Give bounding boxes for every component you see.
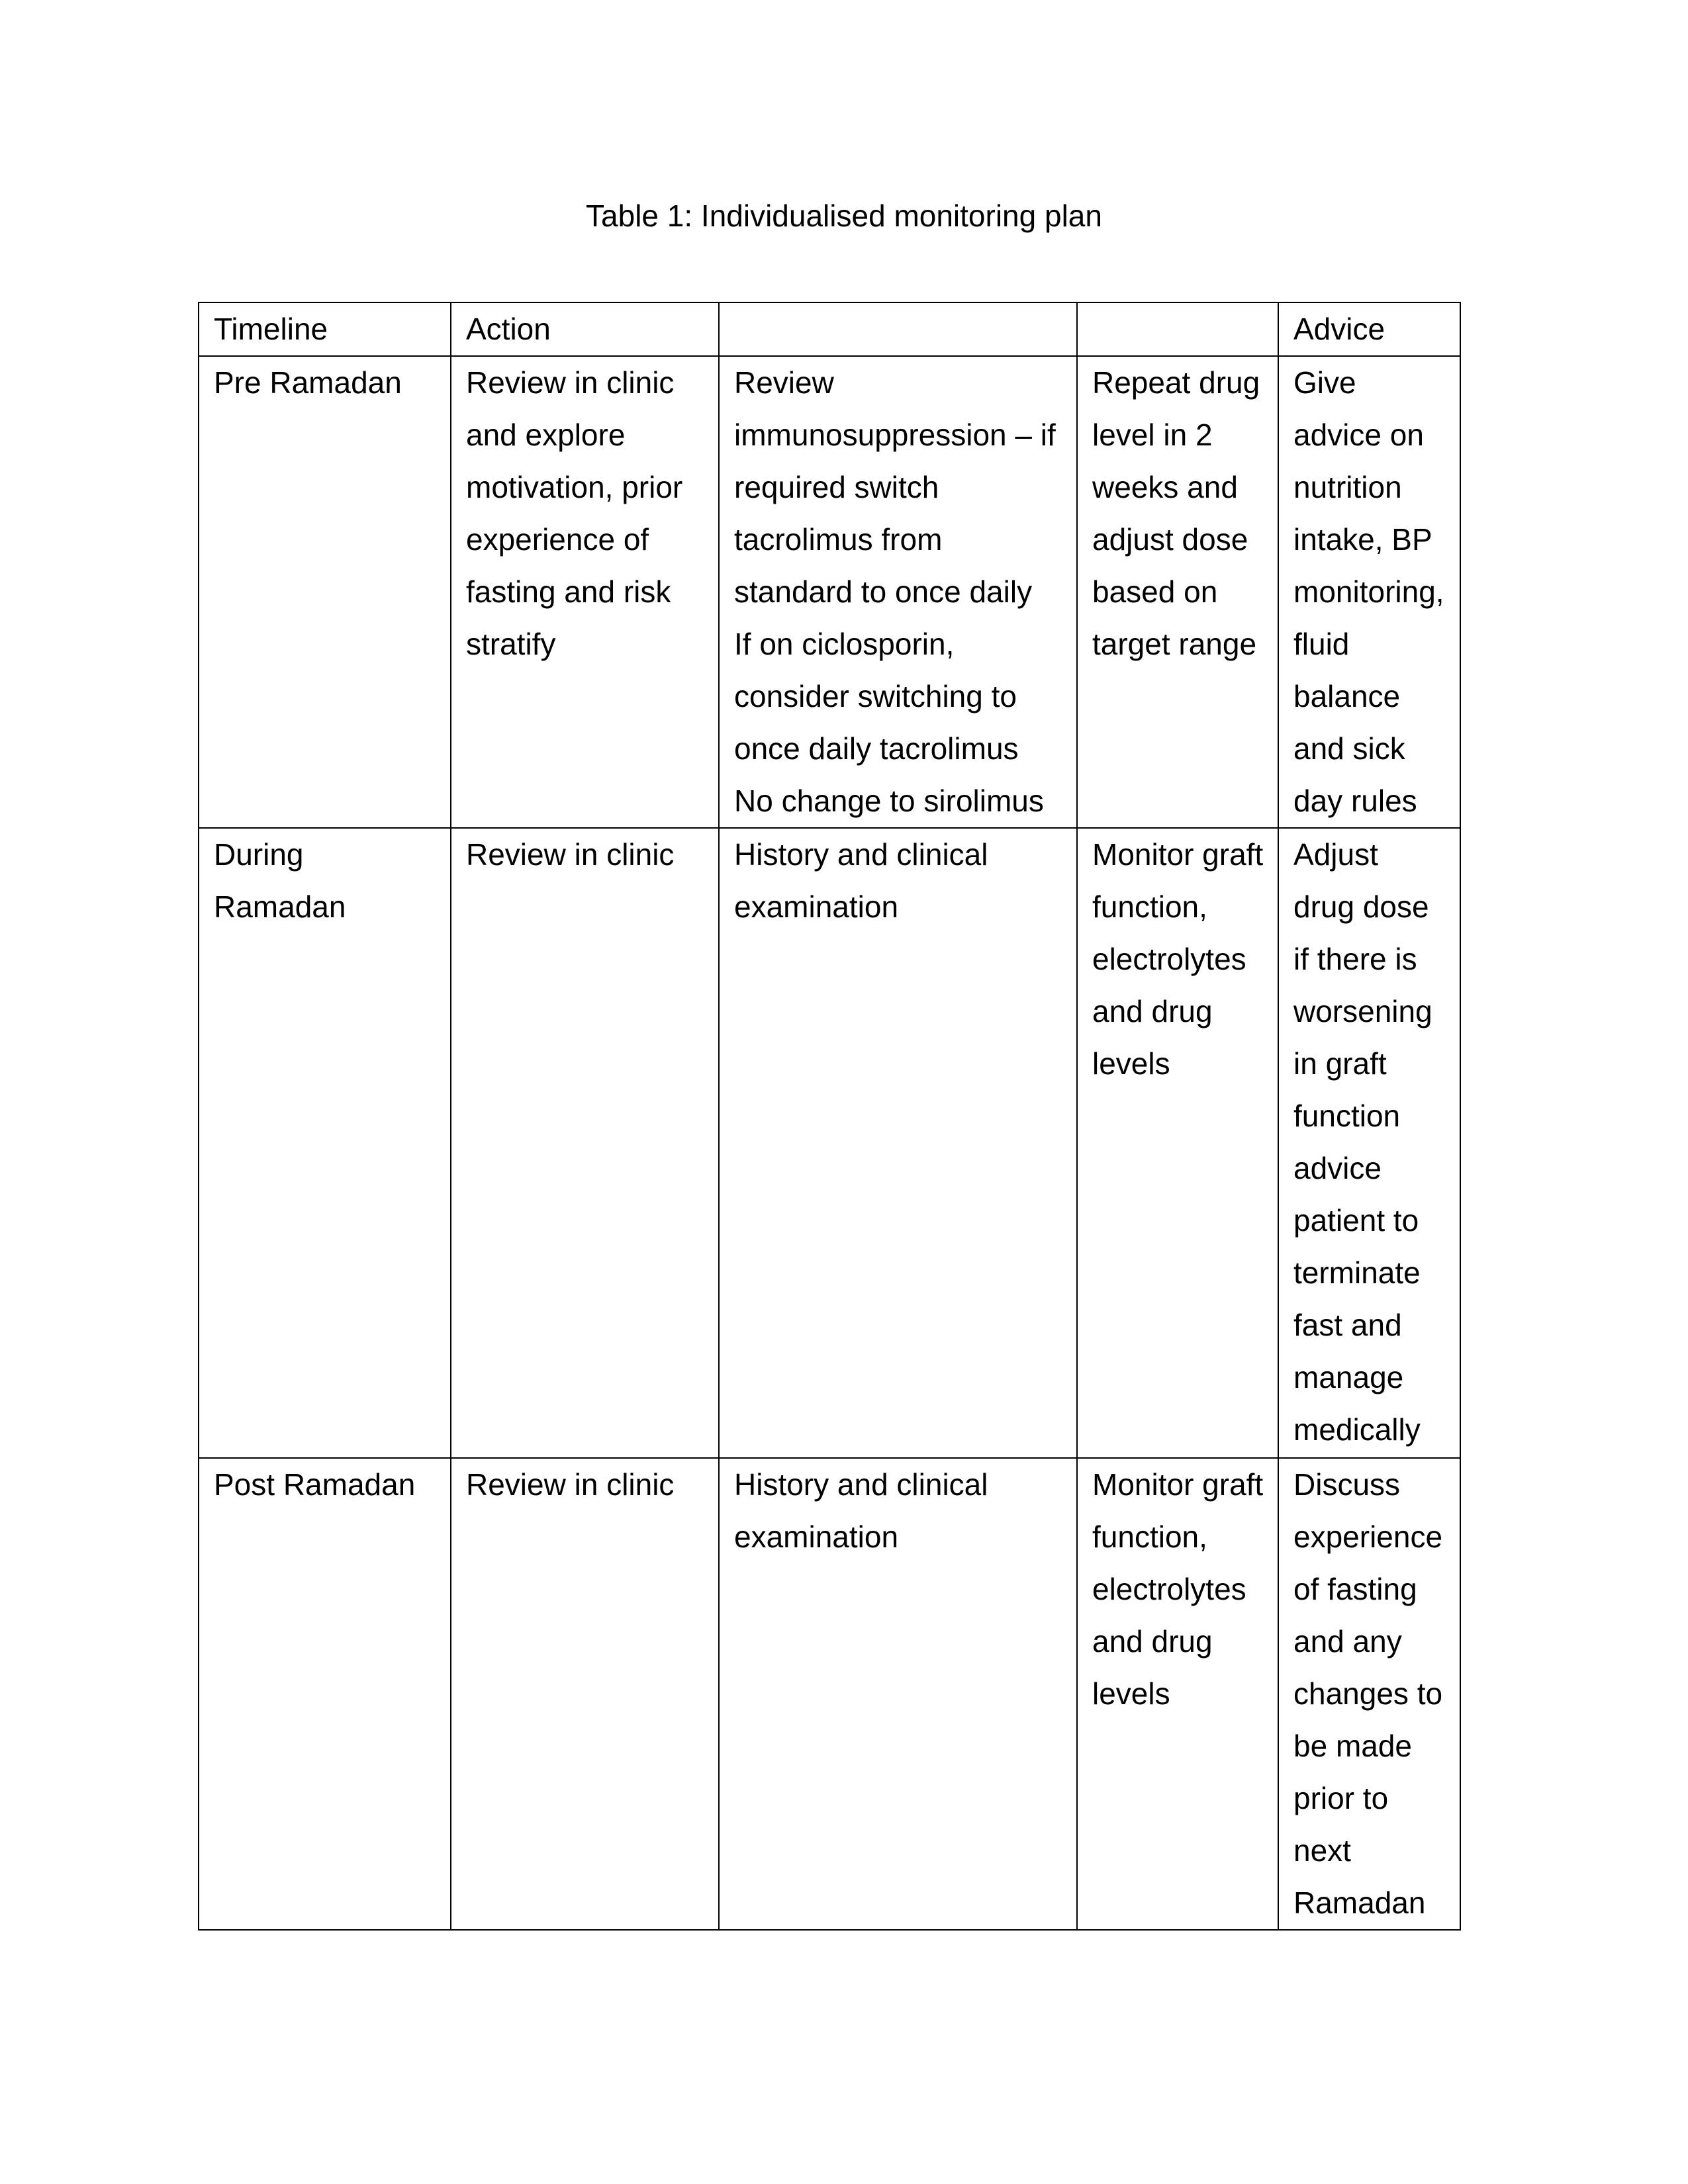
cell-text-line: History and clinical [734,1467,988,1502]
cell-text-line: Adjust [1293,837,1378,872]
cell-text-line: No change to sirolimus [734,784,1044,818]
header-advice: Advice [1278,302,1460,356]
cell-text-line: function, [1092,889,1207,924]
header-action: Action [451,302,719,356]
cell-text-line: Give [1293,365,1356,400]
cell-text-line: changes to [1293,1676,1443,1711]
cell-text-line: electrolytes [1092,942,1246,976]
monitor-cell [1077,1458,1278,1930]
cell-text-line: Ramadan [214,889,346,924]
cell-text-line: Post Ramadan [214,1467,416,1502]
cell-text-line: levels [1092,1676,1170,1711]
cell-text-line: Review in clinic [466,1467,675,1502]
cell-text-line: examination [734,1520,899,1554]
cell-text-line: consider switching to [734,679,1017,713]
cell-text-line: terminate [1293,1255,1421,1290]
header-timeline: Timeline [199,302,451,356]
timeline-cell [199,356,451,828]
cell-text-line: level in 2 [1092,418,1213,452]
review-cell [719,828,1077,1458]
cell-text-line: once daily tacrolimus [734,731,1019,766]
cell-text-line: adjust dose [1092,522,1248,557]
cell-text-line: immunosuppression – if [734,418,1056,452]
cell-text-line: balance [1293,679,1401,713]
timeline-cell [199,828,451,1458]
action-cell [451,828,719,1458]
advice-cell [1278,356,1460,828]
table-row [199,356,1460,828]
cell-text-line: of fasting [1293,1572,1417,1606]
cell-text-line: Review [734,365,834,400]
table-caption: Table 1: Individualised monitoring plan [586,199,1102,233]
cell-text-line: advice on [1293,418,1424,452]
cell-text-line: examination [734,889,899,924]
cell-text-line: intake, BP [1293,522,1432,557]
cell-text-line: required switch [734,470,939,504]
cell-text-line: function [1293,1099,1401,1133]
review-cell [719,356,1077,828]
cell-text-line: and sick [1293,731,1405,766]
cell-text-line: drug dose [1293,889,1429,924]
cell-text-line: fasting and risk [466,574,671,609]
cell-text-line: If on ciclosporin, [734,627,955,661]
cell-text-line: Review in clinic [466,365,675,400]
review-cell [719,1458,1077,1930]
cell-text-line: and explore [466,418,626,452]
cell-text-line: worsening [1293,994,1432,1028]
advice-cell [1278,828,1460,1458]
cell-text-line: Repeat drug [1092,365,1260,400]
cell-text-line: fast and [1293,1308,1402,1342]
cell-text-line: function, [1092,1520,1207,1554]
cell-text-line: monitoring, [1293,574,1444,609]
action-cell [451,356,719,828]
cell-text-line: medically [1293,1412,1421,1447]
cell-text-line: based on [1092,574,1218,609]
table-header-row [199,302,1460,356]
cell-text-line: prior to [1293,1781,1389,1815]
cell-text-line: next [1293,1833,1351,1868]
cell-text-line: Pre Ramadan [214,365,402,400]
cell-text-line: patient to [1293,1203,1419,1238]
table-row [199,1458,1460,1930]
cell-text-line: weeks and [1092,470,1238,504]
monitor-cell [1077,356,1278,828]
cell-text-line: Discuss [1293,1467,1401,1502]
cell-text-line: levels [1092,1046,1170,1081]
cell-text-line: and any [1293,1624,1402,1659]
cell-text-line: target range [1092,627,1257,661]
header-blank-1 [719,302,1077,356]
cell-text-line: and drug [1092,994,1213,1028]
cell-text-line: Ramadan [1293,1886,1426,1920]
monitoring-plan-table [198,302,1461,1931]
cell-text-line: Monitor graft [1092,837,1264,872]
monitor-cell [1077,828,1278,1458]
cell-text-line: nutrition [1293,470,1402,504]
cell-text-line: electrolytes [1092,1572,1246,1606]
action-cell [451,1458,719,1930]
cell-text-line: stratify [466,627,556,661]
cell-text-line: manage [1293,1360,1404,1394]
cell-text-line: experience of [466,522,649,557]
cell-text-line: standard to once daily [734,574,1033,609]
cell-text-line: Review in clinic [466,837,675,872]
header-blank-2 [1077,302,1278,356]
cell-text-line: fluid [1293,627,1350,661]
cell-text-line: tacrolimus from [734,522,943,557]
cell-text-line: if there is [1293,942,1417,976]
cell-text-line: experience [1293,1520,1443,1554]
cell-text-line: in graft [1293,1046,1387,1081]
timeline-cell [199,1458,451,1930]
cell-text-line: be made [1293,1729,1413,1763]
advice-cell [1278,1458,1460,1930]
cell-text-line: motivation, prior [466,470,683,504]
cell-text-line: During [214,837,304,872]
cell-text-line: day rules [1293,784,1417,818]
cell-text-line: and drug [1092,1624,1213,1659]
table-row [199,828,1460,1458]
cell-text-line: advice [1293,1151,1382,1185]
cell-text-line: Monitor graft [1092,1467,1264,1502]
cell-text-line: History and clinical [734,837,988,872]
